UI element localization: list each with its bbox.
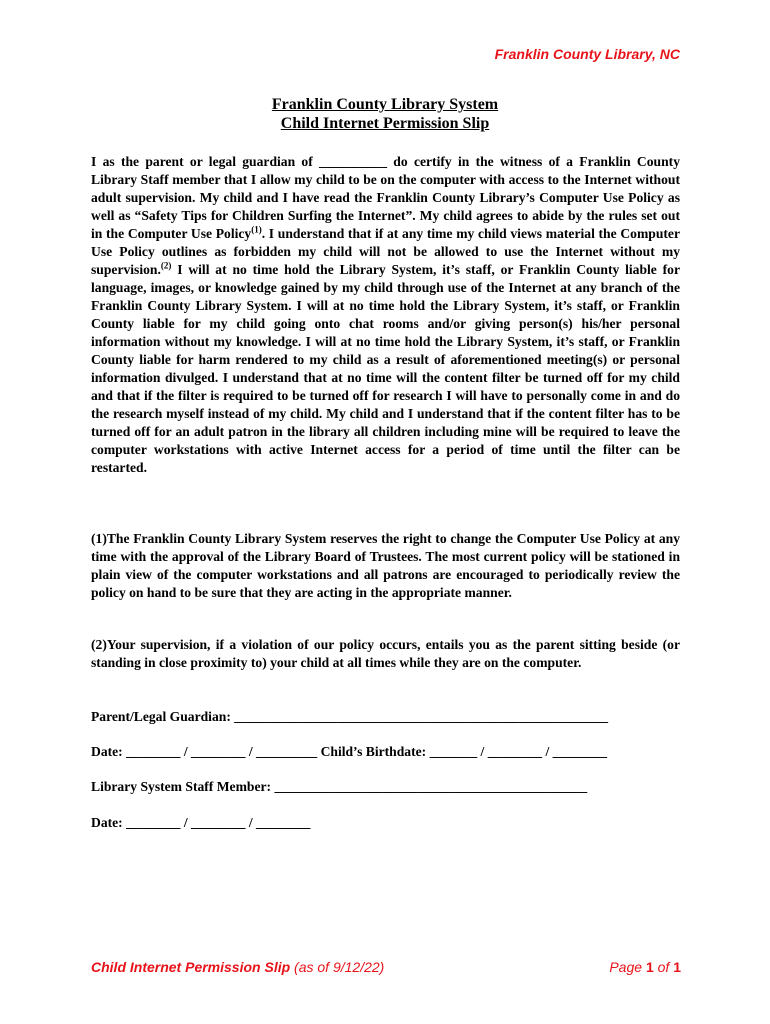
staff-member-field[interactable]: Library System Staff Member: ______________________________________________	[91, 779, 588, 794]
date-and-birthdate-field[interactable]: Date: ________ / ________ / _________ Child’s Birthdate: _______ / ________ / ________	[91, 744, 608, 759]
footer-version: (as of 9/12/22)	[294, 959, 385, 975]
footer-doc-title: Child Internet Permission Slip	[91, 959, 291, 975]
staff-date-field[interactable]: Date: ________ / ________ / ________	[91, 815, 311, 830]
document-title	[0, 95, 770, 133]
page-total: 1	[673, 959, 681, 975]
footnote-ref-1: (1)	[251, 224, 262, 235]
footer-doc-name	[91, 959, 384, 975]
footnote-1: (1)The Franklin County Library System reserves the right to change the Computer Use Policy at any time with the approval of the Library Board of Trustees. The most current policy will be stationed in plain view of the computer workstations and all patrons are encouraged to periodically review the policy on hand to be sure that they are acting in the appropriate manner.	[91, 531, 680, 600]
header-org: Franklin County Library, NC	[494, 46, 680, 62]
paragraph-part-2: . I understand that if at any time my child views material the Computer Use Policy outlines as forbidden my child will not be allowed to use the Internet without my supervision.	[91, 226, 680, 277]
of-word: of	[657, 959, 670, 975]
footnote-2: (2)Your supervision, if a violation of our policy occurs, entails you as the parent sitting beside (or standing in close proximity to) your child at all times while they are on the computer.	[91, 637, 680, 670]
page-num: 1	[645, 959, 654, 975]
title-line-1: Franklin County Library System	[271, 96, 499, 113]
paragraph-part-1: I as the parent or legal guardian of __________ do certify in the witness of a Franklin County Library Staff member that I allow my child to be on the computer with access to the Internet without adult supervision. My child and I have read the Franklin County Library’s Computer Use Policy as well as “Safety Tips for Children Surfing the Internet”. My child agrees to abide by the rules set out in the Computer Use Policy	[91, 154, 680, 241]
paragraph-part-3: I will at no time hold the Library System, it’s staff, or Franklin County liable for language, images, or knowledge gained by my child through use of the Internet at any branch of the Franklin County Library System. I will at no time hold the Library System, it’s staff, or Franklin County liable for my child going onto chat rooms and/or giving person(s) his/her personal information without my knowledge. I will at no time hold the Library System, it’s staff, or Franklin County liable for harm rendered to my child as a result of aforementioned meeting(s) or personal information divulged. I understand that at no time will the content filter be turned off for my child and that if the filter is required to be turned off for research I will have to personally come in and do the research myself instead of my child. My child and I understand that if the content filter has to be turned off for an adult patron in the library all children including mine will be required to leave the computer workstations with active Internet access for a period of time until the filter can be restarted.	[91, 262, 680, 475]
page-word: Page	[609, 959, 643, 975]
footer-page-number	[609, 959, 681, 975]
main-paragraph	[91, 153, 680, 477]
guardian-signature-field[interactable]: Parent/Legal Guardian: _______________________________________________________	[91, 709, 609, 724]
title-line-2: Child Internet Permission Slip	[280, 115, 490, 132]
footnote-ref-2: (2)	[160, 260, 172, 271]
